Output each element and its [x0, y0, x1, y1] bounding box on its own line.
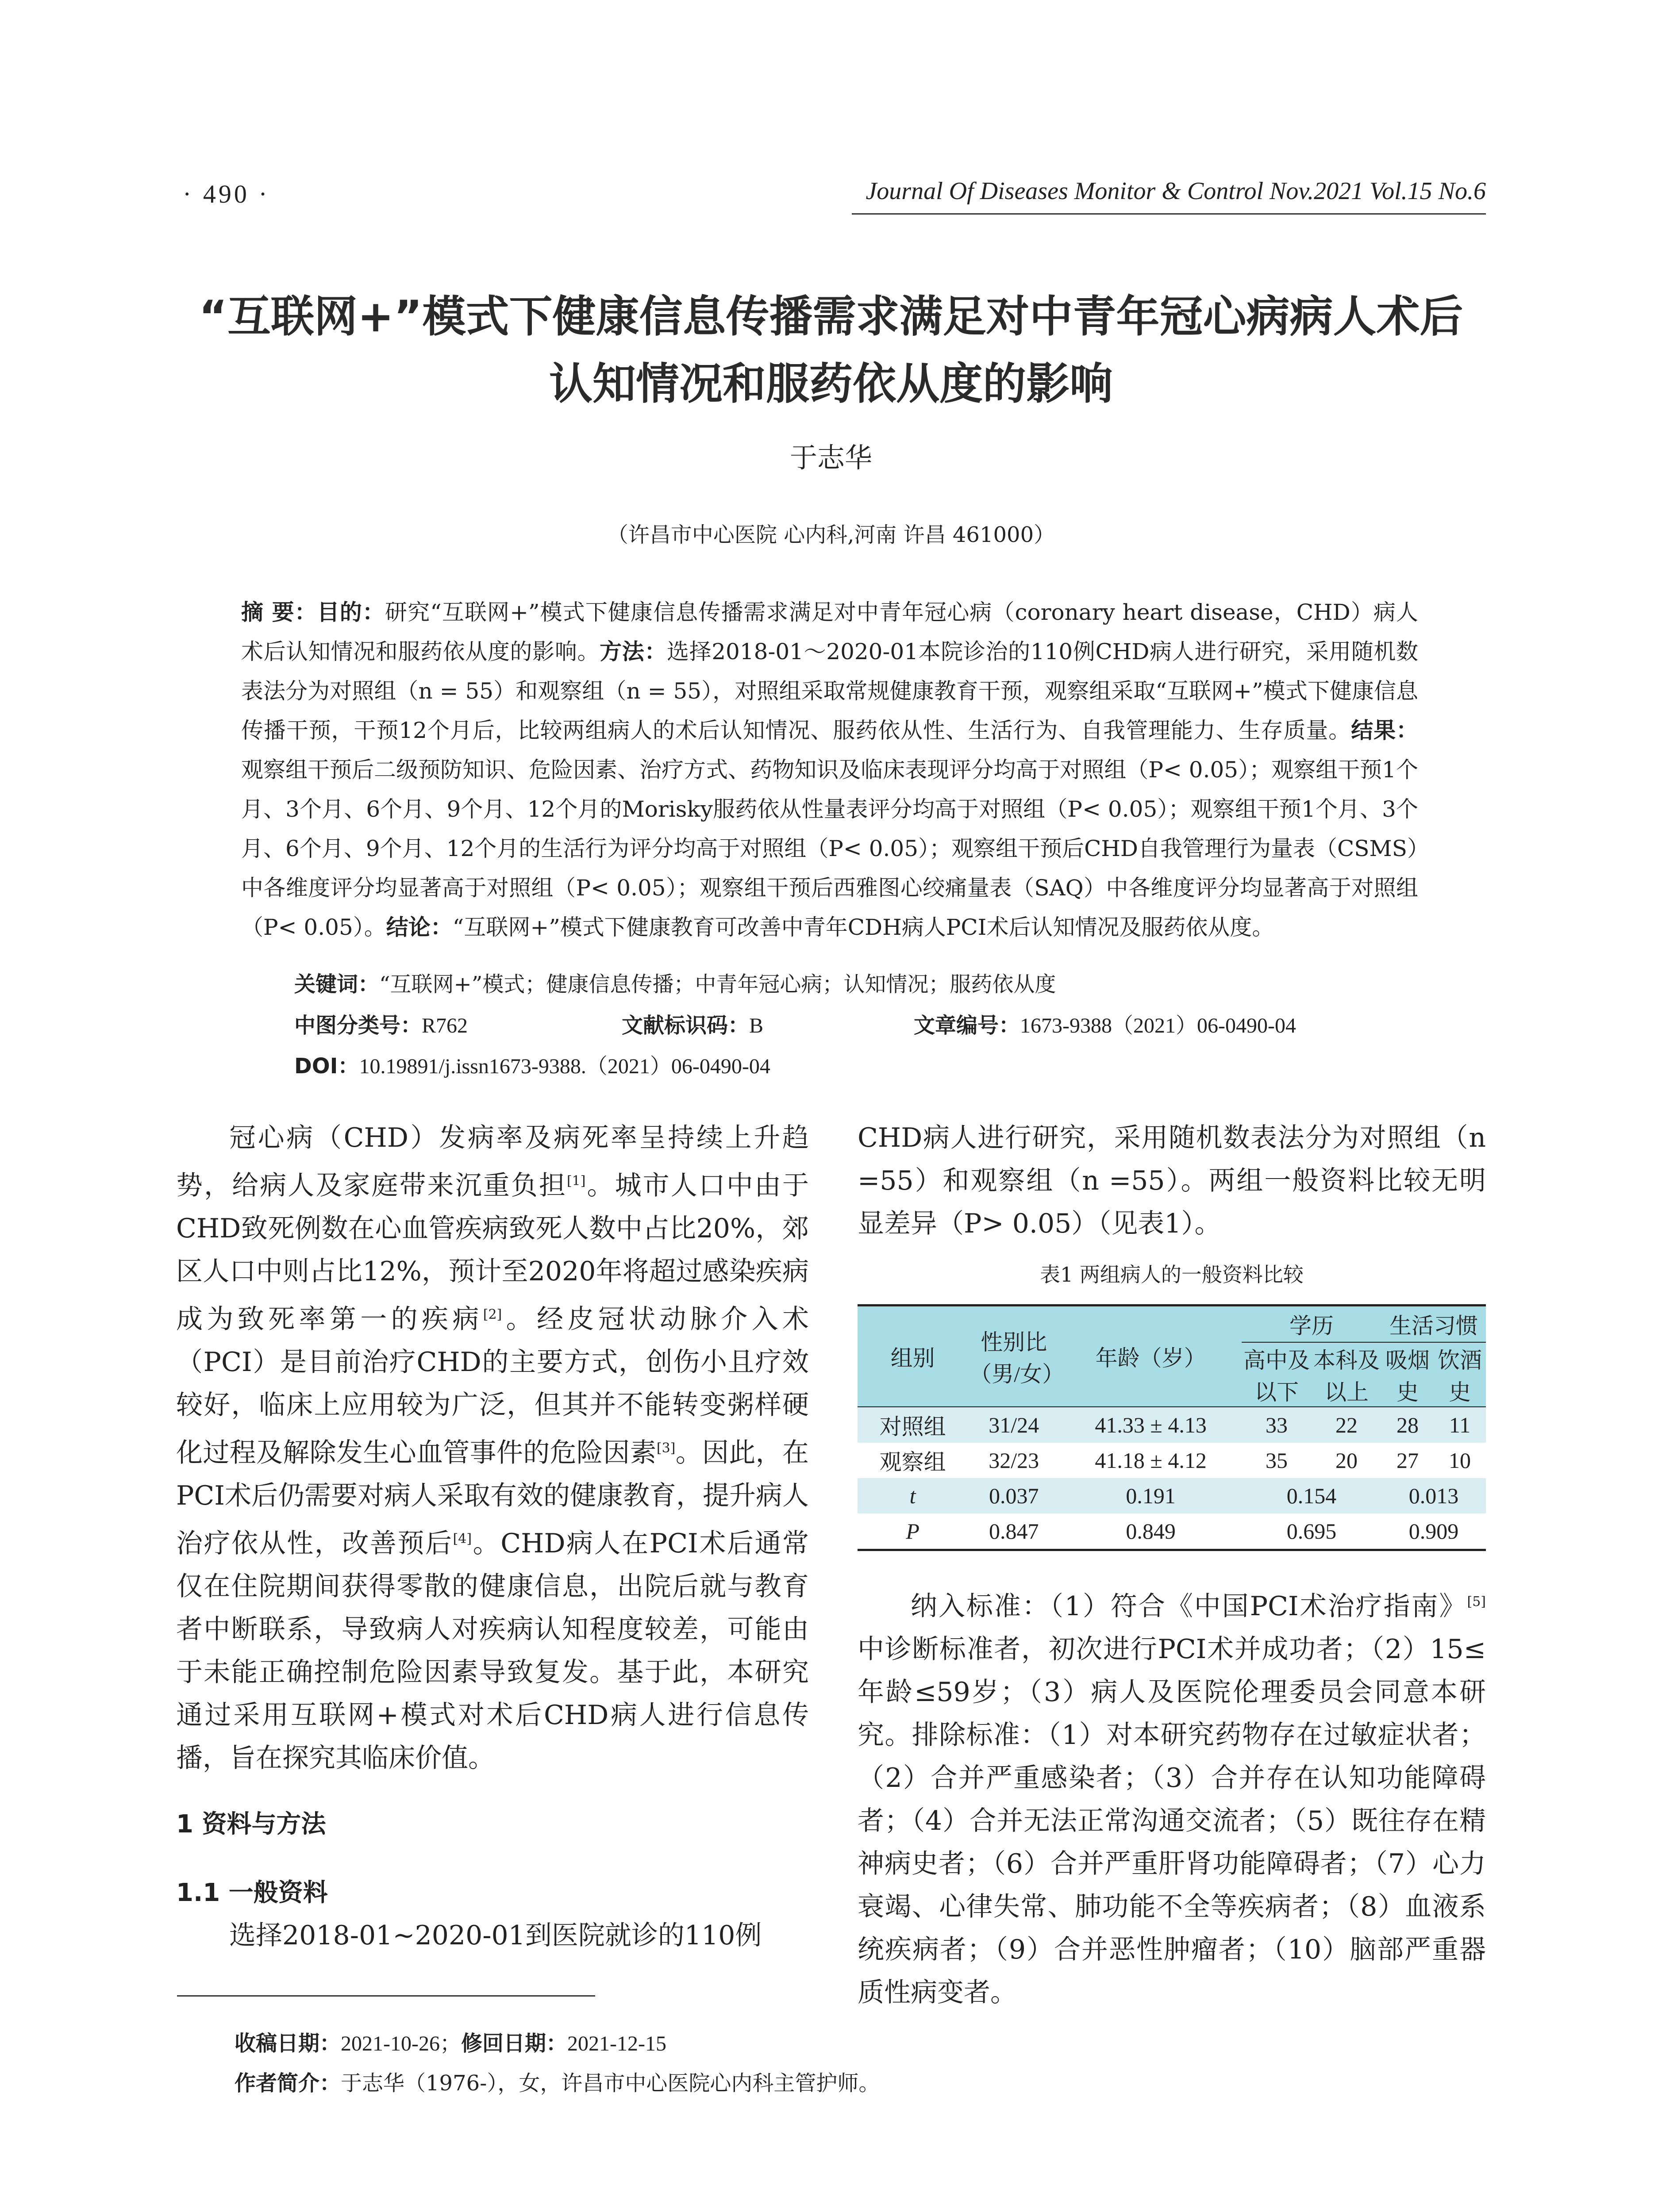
- title-line-1: “互联网+”模式下健康信息传播需求满足对中青年冠心病病人术后: [199, 292, 1463, 342]
- intro-text-4: 。因此，在PCI术后仍需要对病人采取有效的健康教育，提升病人治疗依从性，改善预后: [176, 1437, 809, 1559]
- doi-row: [294, 1051, 770, 1082]
- cell-sex: 31/24: [989, 1413, 1039, 1437]
- cell-edu2: 20: [1335, 1448, 1358, 1473]
- page-number: · 490 ·: [183, 180, 270, 208]
- citation-5[interactable]: [5]: [1467, 1594, 1486, 1609]
- th-group: 组别: [890, 1346, 935, 1371]
- criteria-text-2: 中诊断标准者，初次进行PCI术并成功者；（2）15≤年龄≤59岁；（3）病人及医院伦理委员会同意本研究。排除标准：（1）对本研究药物存在过敏症状者；（2）合并严重感染者；（3）合并存在认知功能障碍者；（4）合并无法正常沟通交流者；（5）既往存在精神病史者；（6）合并严重肝肾功能障碍者；（7）心力衰竭、心律失常、肺功能不全等疾病者；（8）血液系统疾病者；（9）合并恶性肿瘤者；（10）脑部严重器质性病变者。: [858, 1634, 1486, 2008]
- cell-life1: 27: [1397, 1448, 1419, 1473]
- table-row: [858, 1443, 1486, 1478]
- intro-text-3: 。经皮冠状动脉介入术（PCI）是目前治疗CHD的主要方式，创伤小且疗效较好，临床上应用较为广泛，但其并不能转变粥样硬化过程及解除发生心血管事件的危险因素: [176, 1304, 809, 1468]
- abstract: [241, 593, 1418, 947]
- section-heading-1: 1 资料与方法: [176, 1810, 326, 1839]
- right-column-top: [858, 1117, 1486, 1245]
- conclusion-label: 结论：: [386, 914, 453, 940]
- cell-stat-label: P: [906, 1519, 919, 1544]
- cell-stat-edu: 0.154: [1286, 1483, 1337, 1508]
- cell-stat-life: 0.909: [1408, 1519, 1459, 1544]
- keywords-text: “互联网+”模式；健康信息传播；中青年冠心病；认知情况；服药依从度: [379, 972, 1056, 997]
- th-edu-high-school: 高中及以下: [1243, 1348, 1310, 1405]
- cell-life1: 28: [1397, 1413, 1419, 1437]
- received-label: 收稿日期：: [235, 2031, 341, 2056]
- table-caption: 表1 两组病人的一般资料比较: [1040, 1263, 1304, 1286]
- section-heading-1-1: 1.1 一般资料: [176, 1878, 328, 1907]
- result-text: 观察组干预后二级预防知识、危险因素、治疗方式、药物知识及临床表现评分均高于对照组（P< 0.05）；观察组干预1个月、3个月、6个月、9个月、12个月的Morisky服药依从性量表评分均高于对照组（P< 0.05）；观察组干预1个月、3个月、6个月、9个月、12个月的生活行为评分均高于对照组（P< 0.05）；观察组干预后CHD自我管理行为量表（CSMS）中各维度评分均显著高于对照组（P< 0.05）；观察组干预后西雅图心绞痛量表（SAQ）中各维度评分均显著高于对照组（P< 0.05）。: [241, 757, 1418, 940]
- received-dates: [235, 2024, 666, 2063]
- table-row: [858, 1407, 1486, 1443]
- cell-stat-edu: 0.695: [1286, 1519, 1337, 1544]
- method-text: 选择2018-01～2020-01本院诊治的110例CHD病人进行研究，采用随机数表法分为对照组（n = 55）和观察组（n = 55），对照组采取常规健康教育干预，观察组采取“互联网+”模式下健康信息传播干预，干预12个月后，比较两组病人的术后认知情况、服药依从性、生活行为、自我管理能力、生存质量。: [241, 639, 1418, 743]
- cell-age: 41.33 ± 4.13: [1095, 1413, 1207, 1437]
- purpose-text: 研究“互联网+”模式下健康信息传播需求满足对中青年冠心病（coronary heart disease，CHD）病人术后认知情况和服药依从度的影响。: [241, 599, 1418, 664]
- citation-3[interactable]: [3]: [656, 1440, 676, 1456]
- citation-1[interactable]: [1]: [566, 1173, 586, 1189]
- clc-row: [294, 1010, 468, 1041]
- th-sex: 性别比（男/女）: [970, 1330, 1065, 1386]
- table-row: [858, 1478, 1486, 1513]
- cell-stat-sex: 0.847: [989, 1519, 1039, 1544]
- cell-edu1: 33: [1266, 1413, 1288, 1437]
- clc-label: 中图分类号：: [294, 1013, 422, 1038]
- intro-text-1: 冠心病（CHD）发病率及病死率呈持续上升趋势，给病人及家庭带来沉重负担: [176, 1122, 809, 1201]
- keywords-label: 关键词：: [294, 972, 380, 997]
- doccode-value: B: [749, 1014, 764, 1037]
- header-rule: [852, 213, 1486, 215]
- baseline-table: [858, 1304, 1486, 1551]
- methods-paragraph: 选择2018-01~2020-01到医院就诊的110例: [229, 1920, 762, 1951]
- groups-paragraph: CHD病人进行研究，采用随机数表法分为对照组（n =55）和观察组（n =55）。两组一般资料比较无明显差异（P> 0.05）（见表1）。: [858, 1122, 1486, 1239]
- cell-stat-label: t: [909, 1483, 916, 1508]
- revised-date: 2021-12-15: [567, 2032, 666, 2055]
- cell-stat-age: 0.849: [1126, 1519, 1176, 1544]
- keywords-row: [294, 969, 1056, 1000]
- conclusion-text: “互联网+”模式下健康教育可改善中青年CDH病人PCI术后认知情况及服药依从度。: [452, 914, 1274, 940]
- th-edu-bachelor: 本科及以上: [1313, 1348, 1380, 1405]
- right-column-bottom: [858, 1580, 1486, 2014]
- cell-life2: 10: [1449, 1448, 1471, 1473]
- citation-2[interactable]: [2]: [483, 1307, 502, 1322]
- th-age: 年龄（岁）: [1095, 1346, 1206, 1371]
- criteria-text-1: 纳入标准：（1）符合《中国PCI术治疗指南》: [911, 1591, 1467, 1622]
- th-education: 学历: [1242, 1306, 1381, 1343]
- revised-label: 修回日期：: [461, 2031, 568, 2056]
- abstract-label: 摘 要：: [241, 599, 317, 625]
- cell-group: 观察组: [879, 1450, 946, 1475]
- intro-text-2: 。城市人口中由于CHD致死例数在心血管疾病致死人数中占比20%，郊区人口中则占比12%，预计至2020年将超过感染疾病成为致死率第一的疾病: [176, 1170, 809, 1335]
- result-label: 结果：: [1351, 718, 1419, 743]
- criteria-paragraph: [858, 1580, 1486, 2014]
- author-bio: [235, 2064, 880, 2103]
- cell-age: 41.18 ± 4.12: [1095, 1448, 1207, 1473]
- title-line-2: 认知情况和服药依从度的影响: [549, 359, 1113, 409]
- article-no-label: 文章编号：: [914, 1013, 1020, 1038]
- bio-text: 于志华（1976-），女，许昌市中心医院心内科主管护师。: [341, 2071, 880, 2096]
- cell-life2: 11: [1449, 1413, 1471, 1437]
- th-drinking: 饮酒史: [1438, 1348, 1482, 1405]
- cell-group: 对照组: [879, 1414, 946, 1439]
- received-date: 2021-10-26；: [341, 2032, 461, 2055]
- intro-text-5: 。CHD病人在PCI术后通常仅在住院期间获得零散的健康信息，出院后就与教育者中断联系，导致病人对疾病认知程度较差，可能由于未能正确控制危险因素导致复发。基于此，本研究通过采用互联网+模式对术后CHD病人进行信息传播，旨在探究其临床价值。: [176, 1528, 809, 1774]
- article-no-value: 1673-9388（2021）06-0490-04: [1020, 1014, 1296, 1037]
- doi-value: 10.19891/j.issn1673-9388.（2021）06-0490-04: [359, 1055, 770, 1078]
- cell-stat-sex: 0.037: [989, 1483, 1039, 1508]
- cell-stat-life: 0.013: [1408, 1483, 1459, 1508]
- cell-sex: 32/23: [989, 1448, 1039, 1473]
- cell-edu1: 35: [1266, 1448, 1288, 1473]
- table-row: [858, 1513, 1486, 1550]
- cell-stat-age: 0.191: [1126, 1483, 1176, 1508]
- author-name: 于志华: [789, 442, 872, 474]
- article-title: [133, 283, 1529, 418]
- article-no-row: [914, 1010, 1296, 1041]
- method-label: 方法：: [600, 639, 667, 664]
- footnote-rule: [177, 1995, 595, 1997]
- th-smoking: 吸烟史: [1385, 1348, 1430, 1405]
- intro-paragraph: [176, 1117, 809, 1780]
- cell-edu2: 22: [1335, 1413, 1358, 1437]
- doi-label: DOI：: [294, 1054, 359, 1079]
- citation-4[interactable]: [4]: [453, 1531, 472, 1547]
- clc-value: R762: [422, 1014, 468, 1037]
- bio-label: 作者简介：: [235, 2071, 341, 2096]
- th-habits: 生活习惯: [1381, 1306, 1486, 1343]
- doccode-row: [622, 1010, 763, 1041]
- doccode-label: 文献标识码：: [622, 1013, 750, 1038]
- journal-header: Journal Of Diseases Monitor & Control Nov.2021 Vol.15 No.6: [866, 177, 1486, 205]
- purpose-label: 目的：: [317, 599, 385, 625]
- left-column: [176, 1117, 809, 1957]
- affiliation: （许昌市中心医院 心内科,河南 许昌 461000）: [607, 522, 1055, 547]
